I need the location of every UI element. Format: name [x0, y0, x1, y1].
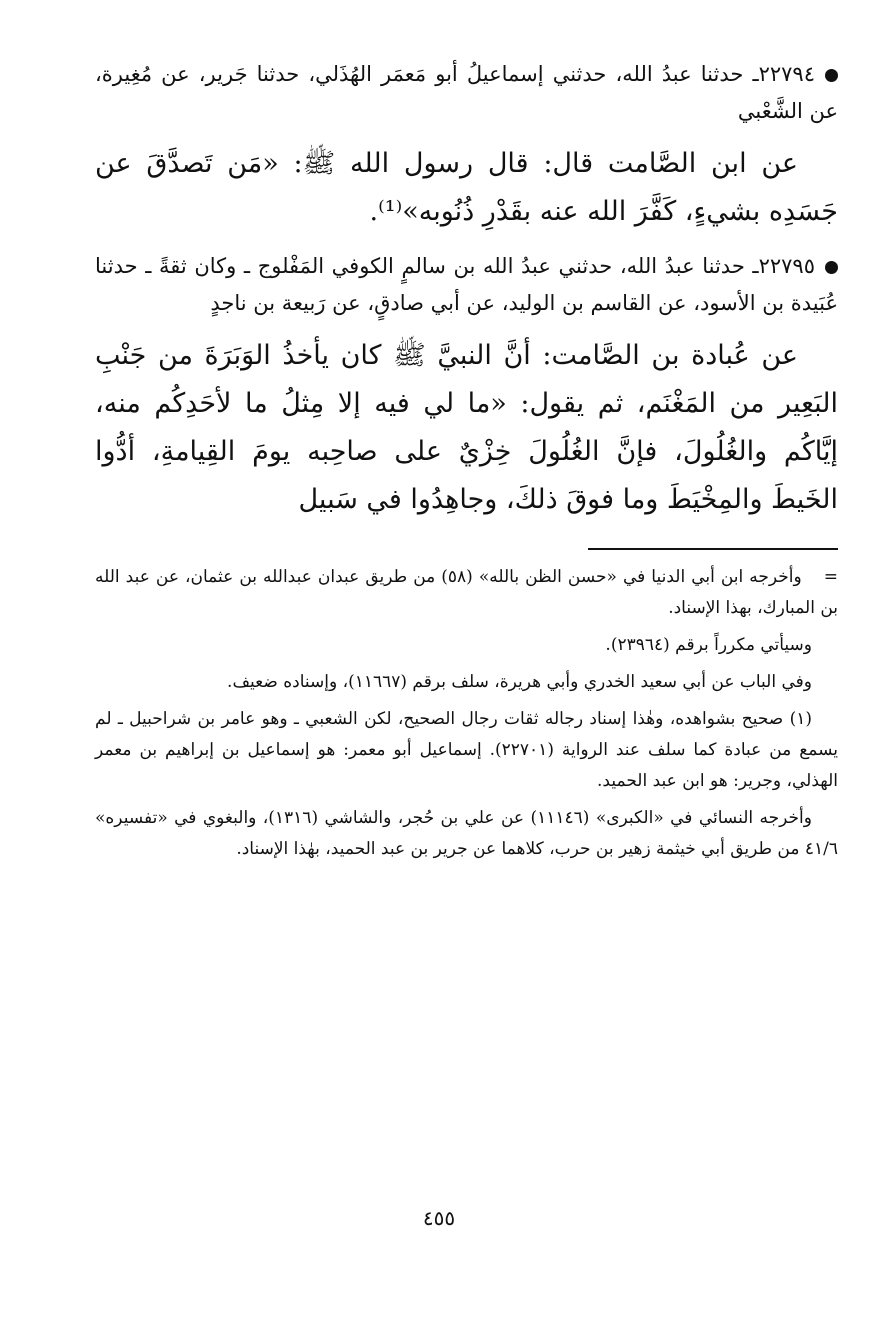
- hadith-isnad: [95, 56, 838, 130]
- footnotes: [95, 562, 838, 865]
- hadith-matn: عن عُبادة بن الصَّامت: أنَّ النبيَّ ﷺ كان يأخذُ الوَبَرَةَ من جَنْبِ البَعِير من المَغْنَم، ثم يقول: «ما لي فيه إلا مِثلُ ما لأحَدِكُم منه، إيَّاكُم والغُلُولَ، فإنَّ الغُلُولَ خِزْيٌ على صاحِبه يومَ القِيامةِ، أدُّوا الخَيطَ والمِخْيَطَ وما فوقَ ذلكَ، وجاهِدُوا في سَبيل: [95, 340, 838, 515]
- hadith-matn: عن ابن الصَّامت قال: قال رسول الله ﷺ: «مَن تَصدَّقَ عن جَسَدِه بشيءٍ، كَفَّرَ الله عنه بقَدْرِ ذُنُوبه»⁽¹⁾.: [95, 148, 838, 227]
- hadith-number: ٢٢٧٩٥: [758, 254, 815, 278]
- footnote-paragraph: وأخرجه النسائي في «الكبرى» (١١١٤٦) عن علي بن حُجر، والشاشي (١٣١٦)، والبغوي في «تفسيره» ٤١/٦ من طريق أبي خيثمة زهير بن حرب، كلاهما عن جرير بن عبد الحميد، بهٰذا الإسناد.: [95, 808, 838, 859]
- book-page: [95, 56, 838, 1296]
- hadith-isnad: [95, 248, 838, 322]
- hadith-22794: [95, 56, 838, 236]
- footnote-separator: [588, 548, 838, 550]
- footnote-text: وأخرجه ابن أبي الدنيا في «حسن الظن بالله» (٥٨) من طريق عبدان عبدالله بن عثمان، عن عبد الله بن المبارك، بهذا الإسناد.: [95, 567, 838, 618]
- bullet-icon: [825, 261, 838, 274]
- hadith-number: ٢٢٧٩٤: [758, 62, 815, 86]
- page-number: ٤٥٥: [422, 1206, 456, 1230]
- footnote-paragraph: [95, 562, 838, 624]
- hadith-22795: [95, 248, 838, 524]
- isnad-text: ـ حدثنا عبدُ الله، حدثني عبدُ الله بن سالمٍ الكوفي المَفْلوج ـ وكان ثقةً ـ حدثنا عُبَيدة بن الأسود، عن القاسم بن الوليد، عن أبي صادقٍ، عن رَبيعة بن ناجدٍ: [95, 254, 838, 315]
- footnote-paragraph: وسيأتي مكرراً برقم (٢٣٩٦٤).: [605, 635, 812, 655]
- continuation-marker: =: [823, 567, 838, 587]
- footnote-paragraph: وفي الباب عن أبي سعيد الخدري وأبي هريرة، سلف برقم (١١٦٦٧)، وإسناده ضعيف.: [227, 672, 812, 692]
- isnad-text: ـ حدثنا عبدُ الله، حدثني إسماعيلُ أبو مَعمَر الهُذَلي، حدثنا جَرير، عن مُغِيرة، عن الشَّعْبي: [95, 62, 838, 123]
- footnote-paragraph: (١) صحيح بشواهده، وهٰذا إسناد رجاله ثقات رجال الصحيح، لكن الشعبي ـ وهو عامر بن شراحبيل ـ لم يسمع من عبادة كما سلف عند الرواية (٢٢٧٠١). إسماعيل أبو معمر: هو إسماعيل بن إبراهيم بن معمر الهذلي، وجرير: هو ابن عبد الحميد.: [95, 709, 838, 791]
- bullet-icon: [825, 69, 838, 82]
